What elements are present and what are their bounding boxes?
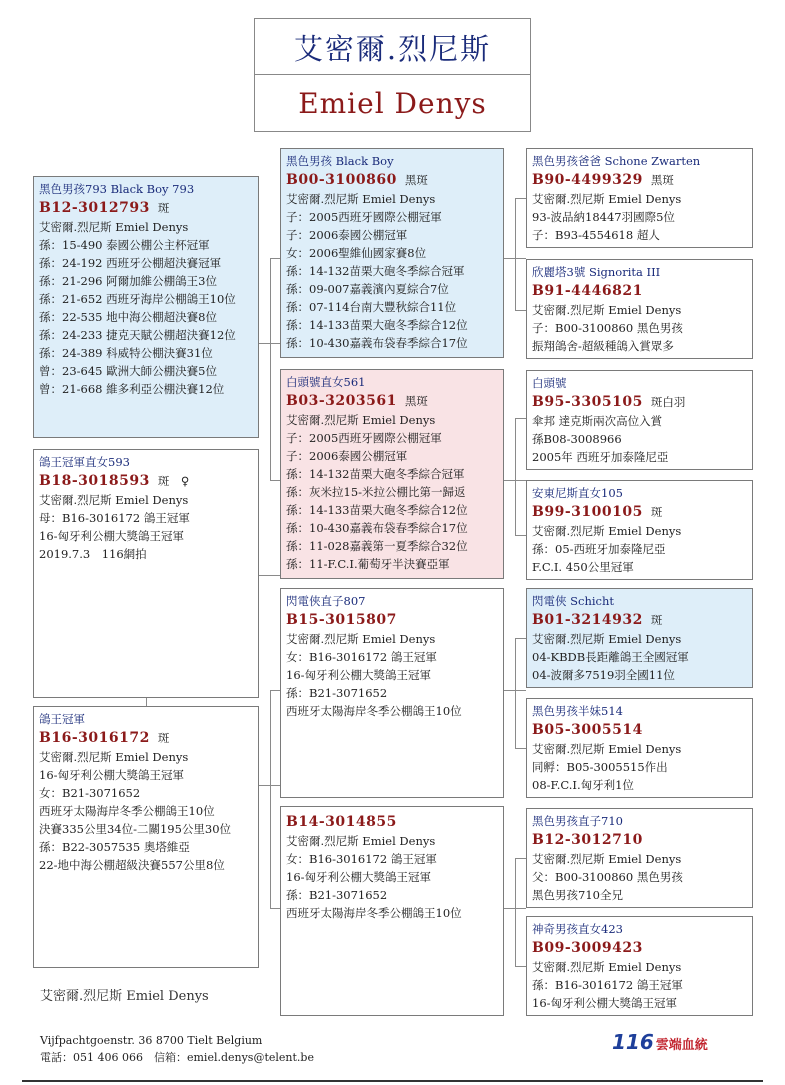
info-line: 孫：07-114台南大豐秋綜合11位 [286,300,457,314]
pigeon-name: 閃電俠直子807 [286,594,366,608]
ring-number: B90-4499329 [532,172,643,188]
connector-line [515,638,526,639]
ring-number: B00-3100860 [286,172,397,188]
info-line: 艾密爾.烈尼斯 Emiel Denys [532,524,682,538]
info-line: 孫：10-430嘉義布袋春季綜合17位 [286,336,468,350]
info-line: 子：B93-4554618 超人 [532,228,660,242]
info-line: 孫：11-028嘉義第一夏季綜合32位 [286,539,468,553]
info-line: 艾密爾.烈尼斯 Emiel Denys [286,834,436,848]
ring-number: B03-3203561 [286,393,397,409]
info-line: 孫：24-389 科威特公棚決賽31位 [39,346,213,360]
info-line: 艾密爾.烈尼斯 Emiel Denys [532,303,682,317]
info-line: 04-波爾多7519羽全國11位 [532,668,675,682]
info-line: 子：2005西班牙國際公棚冠軍 [286,431,442,445]
connector-line [515,966,526,967]
info-line: 西班牙太陽海岸冬季公棚鴿王10位 [286,704,462,718]
info-line: 孫：21-652 西班牙海岸公棚鴿王10位 [39,292,236,306]
info-line: F.C.I. 450公里冠軍 [532,560,634,574]
connector-line [259,575,280,576]
connector-line [515,418,516,535]
info-line: 孫：21-296 阿爾加維公棚鴿王3位 [39,274,217,288]
info-line: 孫：14-132苗栗大砲冬季綜合冠軍 [286,264,465,278]
info-line: 孫：24-233 捷克天賦公棚超決賽12位 [39,328,236,342]
ring-number: B99-3100105 [532,504,643,520]
great-grand-card [526,370,753,470]
logo-text: 雲端血統 [655,1038,708,1053]
pigeon-name: 神奇男孩直女423 [532,922,623,936]
info-line: 艾密爾.烈尼斯 Emiel Denys [39,220,189,234]
connector-line [270,258,271,481]
info-line: 孫：10-430嘉義布袋春季綜合17位 [286,521,468,535]
info-line: 孫：05-西班牙加泰隆尼亞 [532,542,666,556]
info-line: 黑色男孩710全兄 [532,888,623,902]
info-line: 22-地中海公棚超級決賽557公里8位 [39,858,225,872]
connector-line [515,858,516,966]
pigeon-color: 斑白羽 [650,395,686,409]
info-line: 16-匈牙利公棚大獎鴿王冠軍 [39,768,185,782]
pigeon-color: 斑 [157,731,170,745]
ring-number: B12-3012710 [532,832,643,848]
info-line: 艾密爾.烈尼斯 Emiel Denys [39,493,189,507]
logo-number: 116 [612,1030,654,1054]
pigeon-name: 鴿王冠軍直女593 [39,455,130,469]
great-grand-card [526,916,753,1016]
info-line: 艾密爾.烈尼斯 Emiel Denys [39,750,189,764]
info-line: 孫：24-192 西班牙公棚超決賽冠軍 [39,256,222,270]
pigeon-name: 白頭號直女561 [286,375,366,389]
ring-number: B05-3005514 [532,722,643,738]
dam-sire-card [33,706,259,968]
pigeon-name: 黑色男孩直子710 [532,814,623,828]
info-line: 孫：11-F.C.I.葡萄牙半決賽亞軍 [286,557,450,571]
pigeon-color: 斑 [650,613,663,627]
ring-number: B09-3009423 [532,940,643,956]
pigeon-card [33,176,259,438]
connector-line [270,480,280,481]
info-line: 04-KBDB長距離鴿王全國冠軍 [532,650,689,664]
site-logo [612,1030,708,1054]
dam-card [33,449,259,698]
pigeon-name: 白頭號 [532,376,567,390]
info-line: 女：2006聖維仙國家賽8位 [286,246,427,260]
pigeon-color: 斑 ♀ [157,474,190,488]
info-line: 曾：21-668 維多利亞公棚決賽12位 [39,382,225,396]
info-line: 艾密爾.烈尼斯 Emiel Denys [532,960,682,974]
info-line: 孫：22-535 地中海公棚超決賽8位 [39,310,217,324]
info-line: 子：2005西班牙國際公棚冠軍 [286,210,442,224]
info-line: 振翔鴿舍-超級種鴿入賞眾多 [532,339,674,353]
great-grand-card [526,259,753,359]
ring-number: B15-3015807 [286,612,397,628]
info-line: 2005年 西班牙加泰隆尼亞 [532,450,669,464]
info-line: 孫：B16-3016172 鴿王冠軍 [532,978,683,992]
info-line: 決賽335公里34位-二關195公里30位 [39,822,232,836]
pigeon-color: 黑斑 [404,394,428,408]
pigeon-name: 黑色男孩793 Black Boy 793 [39,182,195,196]
info-line: 16-匈牙利公棚大獎鴿王冠軍 [532,996,678,1010]
info-line: 艾密爾.烈尼斯 Emiel Denys [532,742,682,756]
breeder-name-cn: 艾密爾.烈尼斯 [293,31,492,66]
info-line: 孫B08-3008966 [532,432,622,446]
pigeon-name: 黑色男孩 Black Boy [286,154,394,168]
info-line: 子：2006泰國公棚冠軍 [286,449,408,463]
info-line: 傘邦 達克斯兩次高位入賞 [532,414,663,428]
info-line: 孫：14-132苗栗大砲冬季綜合冠軍 [286,467,465,481]
pigeon-color: 黑斑 [650,173,674,187]
connector-line [270,908,280,909]
breeder-address: Vijfpachtgoenstr. 36 8700 Tielt Belgium [40,1034,263,1047]
info-line: 艾密爾.烈尼斯 Emiel Denys [286,413,436,427]
info-line: 孫：14-133苗栗大砲冬季綜合12位 [286,318,468,332]
info-line: 93-波品納18447羽國際5位 [532,210,675,224]
connector-line [515,858,526,859]
bottom-divider [22,1080,763,1082]
info-line: 母：B16-3016172 鴿王冠軍 [39,511,190,525]
ring-number: B95-3305105 [532,394,643,410]
great-grand-card [526,480,753,580]
info-line: 艾密爾.烈尼斯 Emiel Denys [286,192,436,206]
dam-sire-grand-card [280,588,504,798]
pigeon-color: 斑 [650,505,663,519]
info-line: 孫：09-007嘉義濱內夏綜合7位 [286,282,449,296]
connector-line [515,198,516,310]
pigeon-name: 安東尼斯直女105 [532,486,623,500]
ring-number: B16-3016172 [39,730,150,746]
great-grand-card [526,148,753,248]
info-line: 同孵：B05-3005515作出 [532,760,668,774]
info-line: 孫：B21-3071652 [286,686,388,700]
info-line: 艾密爾.烈尼斯 Emiel Denys [532,192,682,206]
info-line: 16-匈牙利公棚大獎鴿王冠軍 [286,870,432,884]
ring-number: B18-3018593 [39,473,150,489]
info-line: 16-匈牙利公棚大獎鴿王冠軍 [39,529,185,543]
ring-number: B12-3012793 [39,200,150,216]
info-line: 孫：15-490 泰國公棚公主杯冠軍 [39,238,210,252]
title-box [254,18,531,132]
info-line: 子：2006泰國公棚冠軍 [286,228,408,242]
great-grand-card [526,698,753,798]
info-line: 子：B00-3100860 黑色男孩 [532,321,683,335]
info-line: 西班牙太陽海岸冬季公棚鴿王10位 [286,906,462,920]
breeder-name-en: Emiel Denys [255,74,530,131]
connector-line [515,638,516,748]
ring-number: B14-3014855 [286,814,397,830]
info-line: 西班牙太陽海岸冬季公棚鴿王10位 [39,804,215,818]
info-line: 08-F.C.I.匈牙利1位 [532,778,634,792]
info-line: 女：B16-3016172 鴿王冠軍 [286,650,437,664]
pigeon-name: 閃電俠 Schicht [532,594,615,608]
info-line: 艾密爾.烈尼斯 Emiel Denys [286,632,436,646]
pigeon-name: 黑色男孩半妹514 [532,704,623,718]
ring-number: B91-4446821 [532,283,643,299]
connector-line [146,698,147,706]
ring-number: B01-3214932 [532,612,643,628]
info-line: 孫：14-133苗栗大砲冬季綜合12位 [286,503,468,517]
pigeon-name: 欣麗塔3號 Signorita III [532,265,661,279]
connector-line [270,690,271,908]
sire-dam-card [280,369,504,579]
breeder-contact: 電話：051 406 066 信箱：emiel.denys@telent.be [40,1051,314,1064]
pigeon-name: 鴿王冠軍 [39,712,85,726]
info-line: 艾密爾.烈尼斯 Emiel Denys [532,852,682,866]
info-line: 曾：23-645 歐洲大師公棚決賽5位 [39,364,217,378]
connector-line [515,310,526,311]
info-line: 父：B00-3100860 黑色男孩 [532,870,683,884]
great-grand-card [526,588,753,688]
connector-line [270,258,280,259]
info-line: 女：B16-3016172 鴿王冠軍 [286,852,437,866]
pigeon-name: 黑色男孩爸爸 Schone Zwarten [532,154,701,168]
info-line: 孫：灰米拉15-米拉公棚比第一歸返 [286,485,466,499]
info-line: 孫：B22-3057535 奧塔維亞 [39,840,190,854]
pigeon-color: 斑 [157,201,170,215]
breeder-signature: 艾密爾.烈尼斯 Emiel Denys [40,989,209,1004]
info-line: 孫：B21-3071652 [286,888,388,902]
connector-line [515,748,526,749]
connector-line [515,535,526,536]
dam-dam-card [280,806,504,1016]
sire-card [280,148,504,358]
connector-line [270,690,280,691]
connector-line [515,418,526,419]
info-line: 16-匈牙利公棚大獎鴿王冠軍 [286,668,432,682]
great-grand-card [526,808,753,908]
pigeon-color: 黑斑 [404,173,428,187]
connector-line [515,198,526,199]
info-line: 艾密爾.烈尼斯 Emiel Denys [532,632,682,646]
info-line: 女：B21-3071652 [39,786,141,800]
info-line: 2019.7.3 116網拍 [39,547,147,561]
